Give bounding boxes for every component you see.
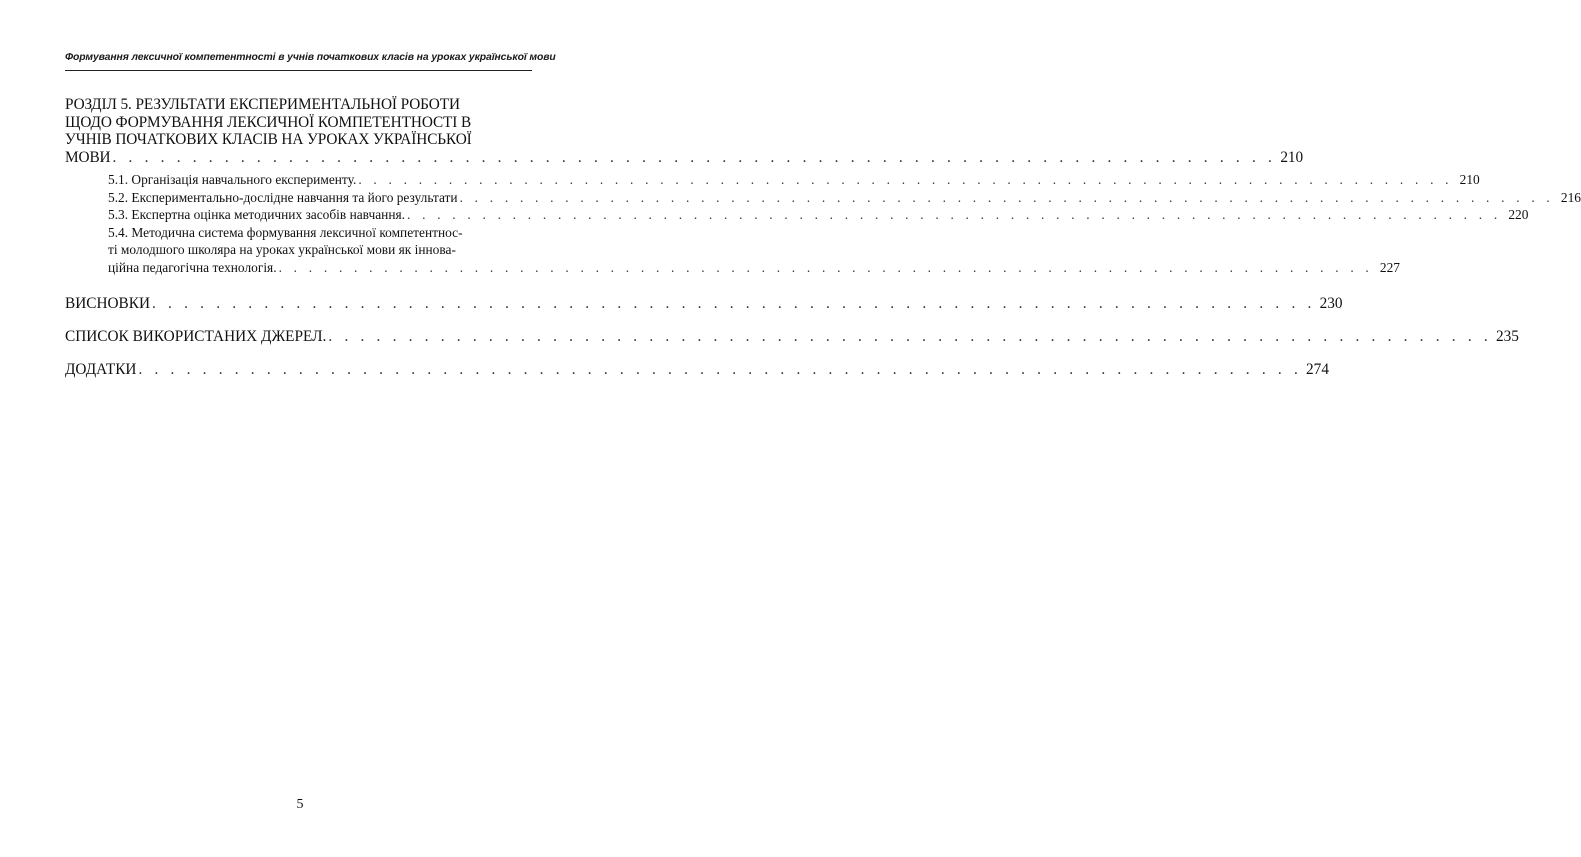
section-page-number: 230: [1319, 294, 1343, 312]
chapter-page-number: 210: [1280, 148, 1304, 166]
subsection-label: 5.3. Експертна оцінка методичних засобів навчання.: [108, 207, 406, 223]
dot-leader: . . . . . . . . . . . . . . . . . . . . . . . . . . . . . . . . . . . . . . . . . . . . . . . . . . . . . . . . . . . . . . . . . . . . . . . . .: [358, 172, 1453, 187]
toc-subsection-5-1[interactable]: [108, 171, 1480, 188]
subsection-label-line-2: ті молодшого школяра на уроках української мови як іннова-: [108, 242, 456, 258]
section-page-number: 274: [1306, 360, 1329, 378]
table-of-contents: [65, 96, 1581, 379]
toc-section-references[interactable]: [65, 327, 1519, 346]
running-header: Формування лексичної компетентності в учнів початкових класів на уроках української мови: [65, 52, 556, 63]
toc-subsections: [108, 171, 1581, 276]
toc-subsection-5-3[interactable]: [108, 206, 1529, 223]
section-label: ДОДАТКИ: [65, 360, 137, 378]
dot-leader: . . . . . . . . . . . . . . . . . . . . . . . . . . . . . . . . . . . . . . . . . . . . . . . . . . . . . . . . . . . . . . . . . . . . . . . . .: [152, 294, 1316, 312]
section-page-number: 235: [1495, 327, 1519, 345]
dot-leader: . . . . . . . . . . . . . . . . . . . . . . . . . . . . . . . . . . . . . . . . . . . . . . . . . . . . . . . . . . . . . . . . . . . . . . . . .: [328, 327, 1492, 345]
dot-leader: . . . . . . . . . . . . . . . . . . . . . . . . . . . . . . . . . . . . . . . . . . . . . . . . . . . . . . . . . . . . . . . . . . . . . . . . .: [112, 148, 1277, 166]
toc-section-appendices[interactable]: [65, 360, 1329, 379]
subsection-page-number: 216: [1560, 189, 1581, 205]
section-label: СПИСОК ВИКОРИСТАНИХ ДЖЕРЕЛ.: [65, 327, 327, 345]
chapter-title-line-1: РОЗДІЛ 5. РЕЗУЛЬТАТИ ЕКСПЕРИМЕНТАЛЬНОЇ РОБОТИ: [65, 96, 460, 113]
chapter-title-line-3: УЧНІВ ПОЧАТКОВИХ КЛАСІВ НА УРОКАХ УКРАЇНСЬКОЇ: [65, 131, 472, 148]
chapter-title-last-row: [65, 148, 1304, 167]
toc-chapter-5[interactable]: [65, 96, 1304, 166]
dot-leader: . . . . . . . . . . . . . . . . . . . . . . . . . . . . . . . . . . . . . . . . . . . . . . . . . . . . . . . . . . . . . . . . . . . . . . . . .: [459, 189, 1554, 205]
subsection-label: 5.2. Експериментально-дослідне навчання та його результати: [108, 189, 458, 205]
subsection-page-number: 210: [1459, 172, 1480, 187]
subsection-page-number: 227: [1379, 259, 1400, 275]
toc-section-conclusions[interactable]: [65, 294, 1343, 313]
dot-leader: . . . . . . . . . . . . . . . . . . . . . . . . . . . . . . . . . . . . . . . . . . . . . . . . . . . . . . . . . . . . . . . . . . . . . . . . .: [138, 360, 1302, 378]
subsection-last-row: [108, 259, 1400, 276]
page-number: 5: [296, 797, 304, 812]
toc-subsection-5-4[interactable]: [108, 224, 1400, 276]
subsection-label-line-1: 5.4. Методична система формування лексичної компетентнос-: [108, 225, 463, 241]
chapter-title-line-2: ЩОДО ФОРМУВАННЯ ЛЕКСИЧНОЇ КОМПЕТЕНТНОСТІ В: [65, 113, 472, 131]
dot-leader: . . . . . . . . . . . . . . . . . . . . . . . . . . . . . . . . . . . . . . . . . . . . . . . . . . . . . . . . . . . . . . . . . . . . . . . . .: [278, 259, 1373, 275]
subsection-label-line-3: ційна педагогічна технологія.: [108, 259, 277, 275]
subsection-label: 5.1. Організація навчального експерименту.: [108, 172, 357, 187]
dot-leader: . . . . . . . . . . . . . . . . . . . . . . . . . . . . . . . . . . . . . . . . . . . . . . . . . . . . . . . . . . . . . . . . . . . . . . . . .: [407, 207, 1502, 223]
header-rule: [65, 70, 532, 71]
section-label: ВИСНОВКИ: [65, 294, 150, 312]
subsection-page-number: 220: [1508, 207, 1529, 223]
toc-subsection-5-2[interactable]: [108, 189, 1581, 206]
chapter-title-line-4: МОВИ: [65, 148, 111, 166]
